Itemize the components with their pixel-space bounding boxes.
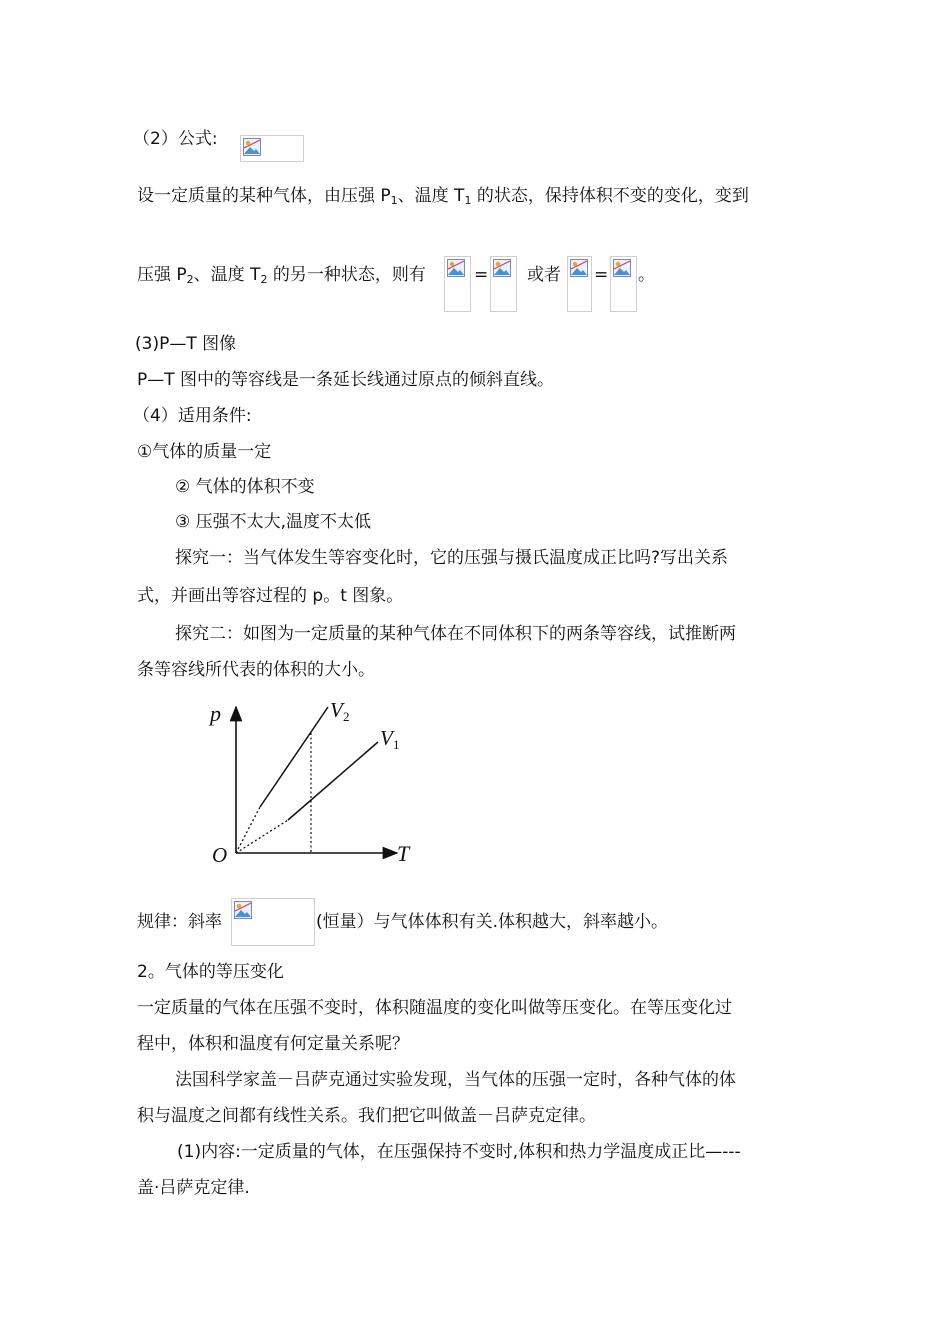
section2-title: 2。气体的等压变化 <box>137 962 284 982</box>
rule-text: (恒量）与气体体积有关.体积越大，斜率越小。 <box>316 912 669 932</box>
v1-subscript: 1 <box>393 737 400 752</box>
gay-lussac-line2: 积与温度之间都有线性关系。我们把它叫做盖－吕萨克定律。 <box>137 1106 596 1126</box>
period: 。 <box>638 265 655 285</box>
rule-label: 规律：斜率 <box>137 912 222 932</box>
v2-label: V <box>330 698 343 722</box>
equation-image-3 <box>567 256 592 312</box>
explore2-line2: 条等容线所代表的体积的大小。 <box>137 660 375 680</box>
broken-image-icon <box>613 259 631 277</box>
section2-para-line1: 一定质量的气体在压强不变时，体积随温度的变化叫做等压变化。在等压变化过 <box>137 998 732 1018</box>
pt-description: P—T 图中的等容线是一条延长线通过原点的倾斜直线。 <box>137 370 555 390</box>
y-axis-label: p <box>210 701 221 726</box>
broken-image-icon <box>493 259 511 277</box>
v1-line <box>288 742 378 820</box>
broken-image-icon <box>234 901 252 919</box>
v2-line <box>260 707 328 807</box>
condition-1: ①气体的质量一定 <box>137 442 272 462</box>
slope-image <box>231 898 315 946</box>
v2-subscript: 2 <box>343 709 350 724</box>
equals-sign-1: = <box>474 265 489 285</box>
condition-2: ② 气体的体积不变 <box>175 477 315 497</box>
v1-extension-dotted <box>236 820 288 853</box>
content-line1: (1)内容:一定质量的气体，在压强保持不变时,体积和热力学温度成正比—--- <box>177 1142 741 1162</box>
explore2-line1: 探究二：如图为一定质量的某种气体在不同体积下的两条等容线，试推断两 <box>175 624 736 644</box>
v1-label: V <box>380 726 393 750</box>
condition-3: ③ 压强不太大,温度不太低 <box>175 512 372 532</box>
equation-image-4 <box>610 256 637 312</box>
isochore-graph <box>200 695 425 870</box>
formula-label: （2）公式: <box>133 129 218 149</box>
formula-image <box>240 135 304 162</box>
section2-para-line2: 程中，体积和温度有何定量关系呢？ <box>137 1034 409 1054</box>
gay-lussac-line1: 法国科学家盖－吕萨克通过实验发现，当气体的压强一定时，各种气体的体 <box>175 1070 736 1090</box>
explore1-line1: 探究一：当气体发生等容变化时，它的压强与摄氏温度成正比吗?写出关系 <box>175 548 729 568</box>
pt-title: (3)P—T 图像 <box>135 334 237 354</box>
equation-image-1 <box>444 256 471 312</box>
equals-sign-2: = <box>594 265 609 285</box>
explore1-line2: 式，并画出等容过程的 p。t 图象。 <box>137 586 404 606</box>
paragraph-state1: 设一定质量的某种气体，由压强 $P_1$、温度 $T_1$ 的状态，保持体积不变的变化，变到 <box>137 186 749 207</box>
broken-image-icon <box>570 259 588 277</box>
origin-label: O <box>212 843 228 867</box>
content-line2: 盖·吕萨克定律. <box>137 1178 250 1198</box>
or-label: 或者 <box>527 265 561 285</box>
broken-image-icon <box>243 138 261 156</box>
conditions-title: （4）适用条件: <box>133 406 252 426</box>
equation-image-2 <box>490 256 517 312</box>
paragraph-state2: 压强 $P_2$、温度 $T_2$ 的另一种状态，则有 <box>137 265 426 286</box>
x-axis-label: T <box>397 841 410 866</box>
broken-image-icon <box>447 259 465 277</box>
